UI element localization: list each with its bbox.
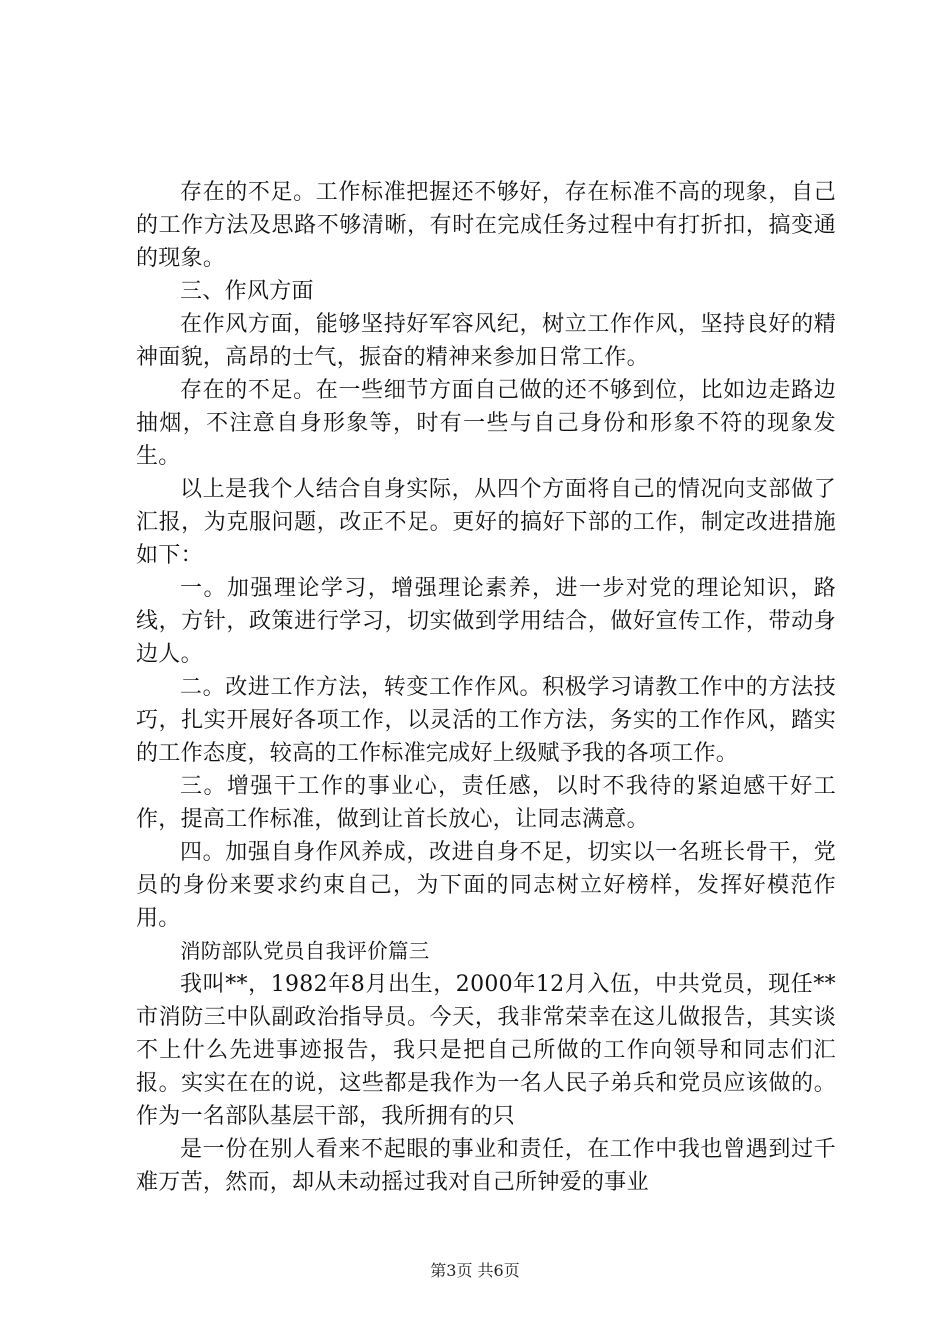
paragraph-shortcomings-work: 存在的不足。工作标准把握还不够好，存在标准不高的现象，自己的工作方法及思路不够清晰，有时在完成任务过程中有打折扣，搞变通的现象。 — [136, 180, 836, 271]
paragraph-continuation: 是一份在别人看来不起眼的事业和责任，在工作中我也曾遇到过千难万苦，然而，却从未动摇过我对自己所钟爱的事业 — [136, 1137, 836, 1195]
section-heading-style: 三、作风方面 — [180, 279, 314, 304]
paragraph-measure-3: 三。增强干工作的事业心，责任感，以时不我待的紧迫感干好工作，提高工作标准，做到让首长放心，让同志满意。 — [136, 774, 836, 832]
paragraph-shortcomings-style: 存在的不足。在一些细节方面自己做的还不够到位，比如边走路边抽烟，不注意自身形象等，时有一些与自己身份和形象不符的现象发生。 — [136, 378, 836, 469]
section-heading-part-three: 消防部队党员自我评价篇三 — [180, 939, 430, 963]
paragraph-self-intro: 我叫**，1982年8月出生，2000年12月入伍，中共党员，现任**市消防三中队副政治指导员。今天，我非常荣幸在这儿做报告，其实谈不上什么先进事迹报告，我只是把自己所做的工作向领导和同志们汇报。实实在在的说，这些都是我作为一名人民子弟兵和党员应该做的。作为一名部队基层干部，我所拥有的只 — [136, 972, 836, 1129]
document-body — [136, 176, 836, 1199]
page-footer: 第3页 共6页 — [430, 1261, 520, 1280]
paragraph-measure-4: 四。加强自身作风养成，改进自身不足，切实以一名班长骨干，党员的身份来要求约束自己，为下面的同志树立好榜样，发挥好模范作用。 — [136, 840, 836, 931]
paragraph-measure-1: 一。加强理论学习，增强理论素养，进一步对党的理论知识，路线，方针，政策进行学习，切实做到学用结合，做好宣传工作，带动身边人。 — [136, 576, 836, 667]
paragraph-measure-2: 二。改进工作方法，转变工作作风。积极学习请教工作中的方法技巧，扎实开展好各项工作，以灵活的工作方法，务实的工作作风，踏实的工作态度，较高的工作标准完成好上级赋予我的各项工作。 — [136, 675, 836, 766]
paragraph-style: 在作风方面，能够坚持好军容风纪，树立工作作风，坚持良好的精神面貌，高昂的士气，振奋的精神来参加日常工作。 — [136, 312, 836, 370]
paragraph-summary: 以上是我个人结合自身实际，从四个方面将自己的情况向支部做了汇报，为克服问题，改正不足。更好的搞好下部的工作，制定改进措施如下： — [136, 477, 836, 568]
